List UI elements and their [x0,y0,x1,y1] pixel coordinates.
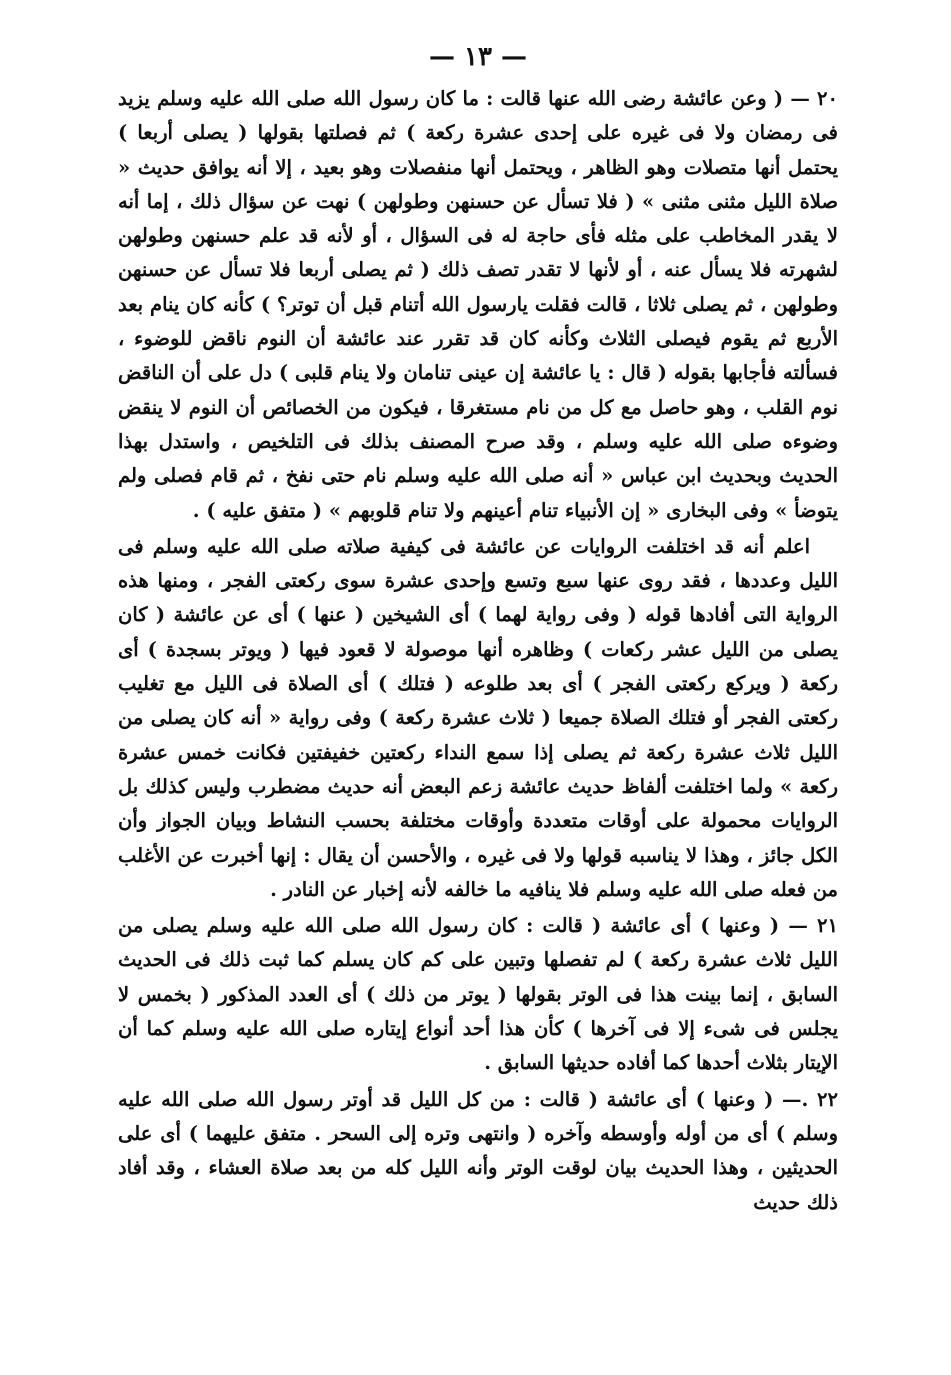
hadith-20-paragraph: ٢٠ — ( وعن عائشة رضى الله عنها قالت : ما كان رسول الله صلى الله عليه وسلم يزيد فى رمضان ولا فى غيره على إحدى عشرة ركعة ) ثم فصلتها بقولها ( يصلى أربعا ) يحتمل أنها متصلات وهو الظاهر ، ويحتمل أنها منفصلات وهو بعيد ، إلا أنه يوافق حديث « صلاة الليل مثنى مثنى » ( فلا تسأل عن حسنهن وطولهن ) نهت عن سؤال ذلك ، إما أنه لا يقدر المخاطب على مثله فأى حاجة له فى السؤال ، أو لأنه قد علم حسنهن وطولهن لشهرته فلا يسأل عنه ، أو لأنها لا تقدر تصف ذلك ( ثم يصلى أربعا فلا تسأل عن حسنهن وطولهن ، ثم يصلى ثلاثا ، قالت فقلت يارسول الله أتنام قبل أن توتر؟ ) كأنه كان ينام بعد الأربع ثم يقوم فيصلى الثلاث وكأنه كان قد تقرر عند عائشة أن النوم ناقض للوضوء ، فسألته فأجابها بقوله ( قال : يا عائشة إن عينى تنامان ولا ينام قلبى ) دل على أن الناقض نوم القلب ، وهو حاصل مع كل من نام مستغرقا ، فيكون من الخصائص أن النوم لا ينقض وضوءه صلى الله عليه وسلم ، وقد صرح المصنف بذلك فى التلخيص ، واستدل بهذا الحديث وبحديث ابن عباس « أنه صلى الله عليه وسلم نام حتى نفخ ، ثم قام فصلى ولم يتوضأ » وفى البخارى « إن الأنبياء تنام أعينهم ولا تنام قلوبهم » ( متفق عليه ) . [118,87,838,522]
page-number: — ١٣ — [428,42,528,72]
book-page [118,40,838,1220]
hadith-21-paragraph: ٢١ — ( وعنها ) أى عائشة ( قالت : كان رسول الله صلى الله عليه وسلم يصلى من الليل ثلاث عشرة ركعة ) لم تفصلها وتبين على كم كان يسلم كما ثبت ذلك فى الحديث السابق ، إنما بينت هذا فى الوتر بقولها ( يوتر من ذلك ) أى العدد المذكور ( بخمس لا يجلس فى شىء إلا فى آخرها ) كأن هذا أحد أنواع إيتاره صلى الله عليه وسلم كما أن الإيتار بثلاث أحدها كما أفاده حديثها السابق . [118,914,838,1075]
hadith-22-paragraph: ٢٢ .— ( وعنها ) أى عائشة ( قالت : من كل الليل قد أوتر رسول الله صلى الله عليه وسلم ) أى من أوله وأوسطه وآخره ( وانتهى وتره إلى السحر . متفق عليهما ) أى على الحديثين ، وهذا الحديث بيان لوقت الوتر وأنه الليل كله من بعد صلاة العشاء ، وقد أفاد ذلك حديث [118,1087,838,1214]
commentary-paragraph: اعلم أنه قد اختلفت الروايات عن عائشة فى كيفية صلاته صلى الله عليه وسلم فى الليل وعددها ، فقد روى عنها سبع وتسع وإحدى عشرة سوى ركعتى الفجر ، ومنها هذه الرواية التى أفادها قوله ( وفى رواية لهما ) أى الشيخين ( عنها ) أى عن عائشة ( كان يصلى من الليل عشر ركعات ) وظاهره أنها موصولة لا قعود فيها ( ويوتر بسجدة ) أى ركعة ( ويركع ركعتى الفجر ) أى بعد طلوعه ( فتلك ) أى الصلاة فى الليل مع تغليب ركعتى الفجر أو فتلك الصلاة جميعا ( ثلاث عشرة ركعة ) وفى رواية « أنه كان يصلى من الليل ثلاث عشرة ركعة ثم يصلى إذا سمع النداء ركعتين خفيفتين فكانت خمس عشرة ركعة » ولما اختلفت ألفاظ حديث عائشة زعم البعض أنه حديث مضطرب وليس كذلك بل الروايات محمولة على أوقات متعددة وأوقات مختلفة بحسب النشاط وبيان الجواز وأن الكل جائز ، وهذا لا يناسبه قولها ولا فى غيره ، والأحسن أن يقال : إنها أخبرت عن الأغلب من فعله صلى الله عليه وسلم فلا ينافيه ما خالفه لأنه إخبار عن النادر . [118,534,838,901]
